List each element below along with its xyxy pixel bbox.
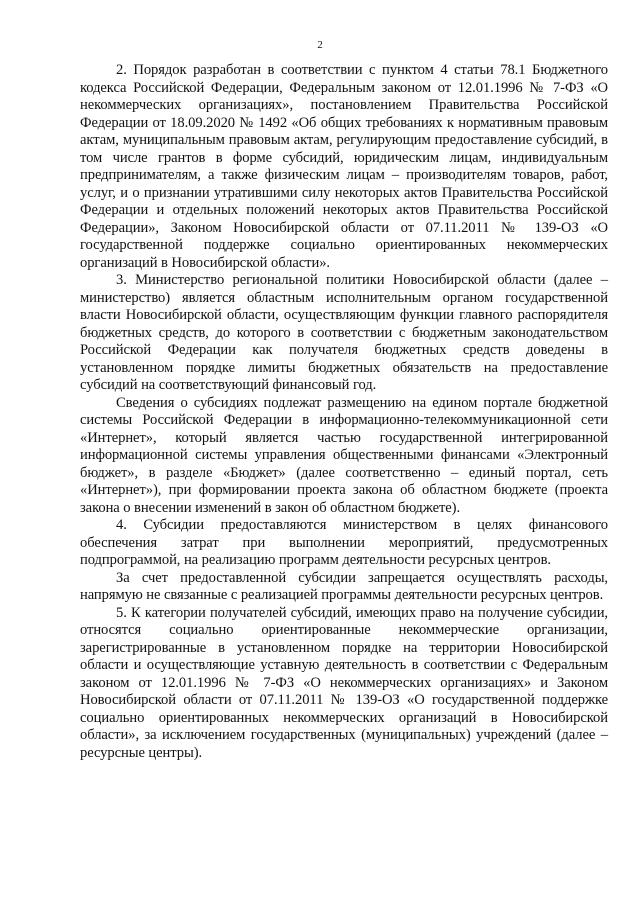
paragraph-subsidy-info-publication: Сведения о субсидиях подлежат размещению на едином портале бюджетной системы Российской Федерации в информационно-телекоммуникационной сети «Интернет», который является частью государственной интегрированной информационной системы управления общественными финансами «Электронный бюджет», в разделе «Бюджет» (далее соответственно – единый портал, сеть «Интернет»), при формировании проекта закона об областном бюджете (проекта закона о внесении изменений в закон об областном бюджете). — [80, 394, 608, 516]
paragraph-2-legal-basis: 2. Порядок разработан в соответствии с пунктом 4 статьи 78.1 Бюджетного кодекса Российской Федерации, Федеральным законом от 12.01.1996 № 7-ФЗ «О некоммерческих организациях», постановлением Правительства Российской Федерации от 18.09.2020 № 1492 «Об общих требованиях к нормативным правовым актам, муниципальным правовым актам, регулирующим предоставление субсидий, в том числе грантов в форме субсидий, юридическим лицам, индивидуальным предпринимателям, а также физическим лицам – производителям товаров, работ, услуг, и о признании утратившими силу некоторых актов Правительства Российской Федерации и отдельных положений некоторых актов Правительства Российской Федерации», Законом Новосибирской области от 07.11.2011 № 139-ОЗ «О государственной поддержке социально ориентированных некоммерческих организаций в Новосибирской области». — [80, 62, 608, 271]
document-body — [80, 62, 608, 762]
page-number: 2 — [317, 39, 323, 51]
paragraph-5-recipient-category: 5. К категории получателей субсидий, имеющих право на получение субсидии, относятся социально ориентированные некоммерческие организации, зарегистрированные в установленном порядке на территории Новосибирской области и осуществляющие уставную деятельность в соответствии с Федеральным законом от 12.01.1996 № 7-ФЗ «О некоммерческих организациях» и Законом Новосибирской области от 07.11.2011 № 139-ОЗ «О государственной поддержке социально ориентированных некоммерческих организаций в Новосибирской области», за исключением государственных (муниципальных) учреждений (далее – ресурсные центры). — [80, 604, 608, 761]
paragraph-expense-restriction: За счет предоставленной субсидии запрещается осуществлять расходы, напрямую не связанные с реализацией программы деятельности ресурсных центров. — [80, 569, 608, 603]
paragraph-3-ministry: 3. Министерство региональной политики Новосибирской области (далее – министерство) является областным исполнительным органом государственной власти Новосибирской области, осуществляющим функции главного распорядителя бюджетных средств, до которого в соответствии с бюджетным законодательством Российской Федерации как получателя бюджетных средств доведены в установленном порядке лимиты бюджетных обязательств на предоставление субсидий на соответствующий финансовый год. — [80, 272, 608, 393]
paragraph-4-subsidy-purpose: 4. Субсидии предоставляются министерством в целях финансового обеспечения затрат при выполнении мероприятий, предусмотренных подпрограммой, на реализацию программ деятельности ресурсных центров. — [80, 517, 608, 568]
